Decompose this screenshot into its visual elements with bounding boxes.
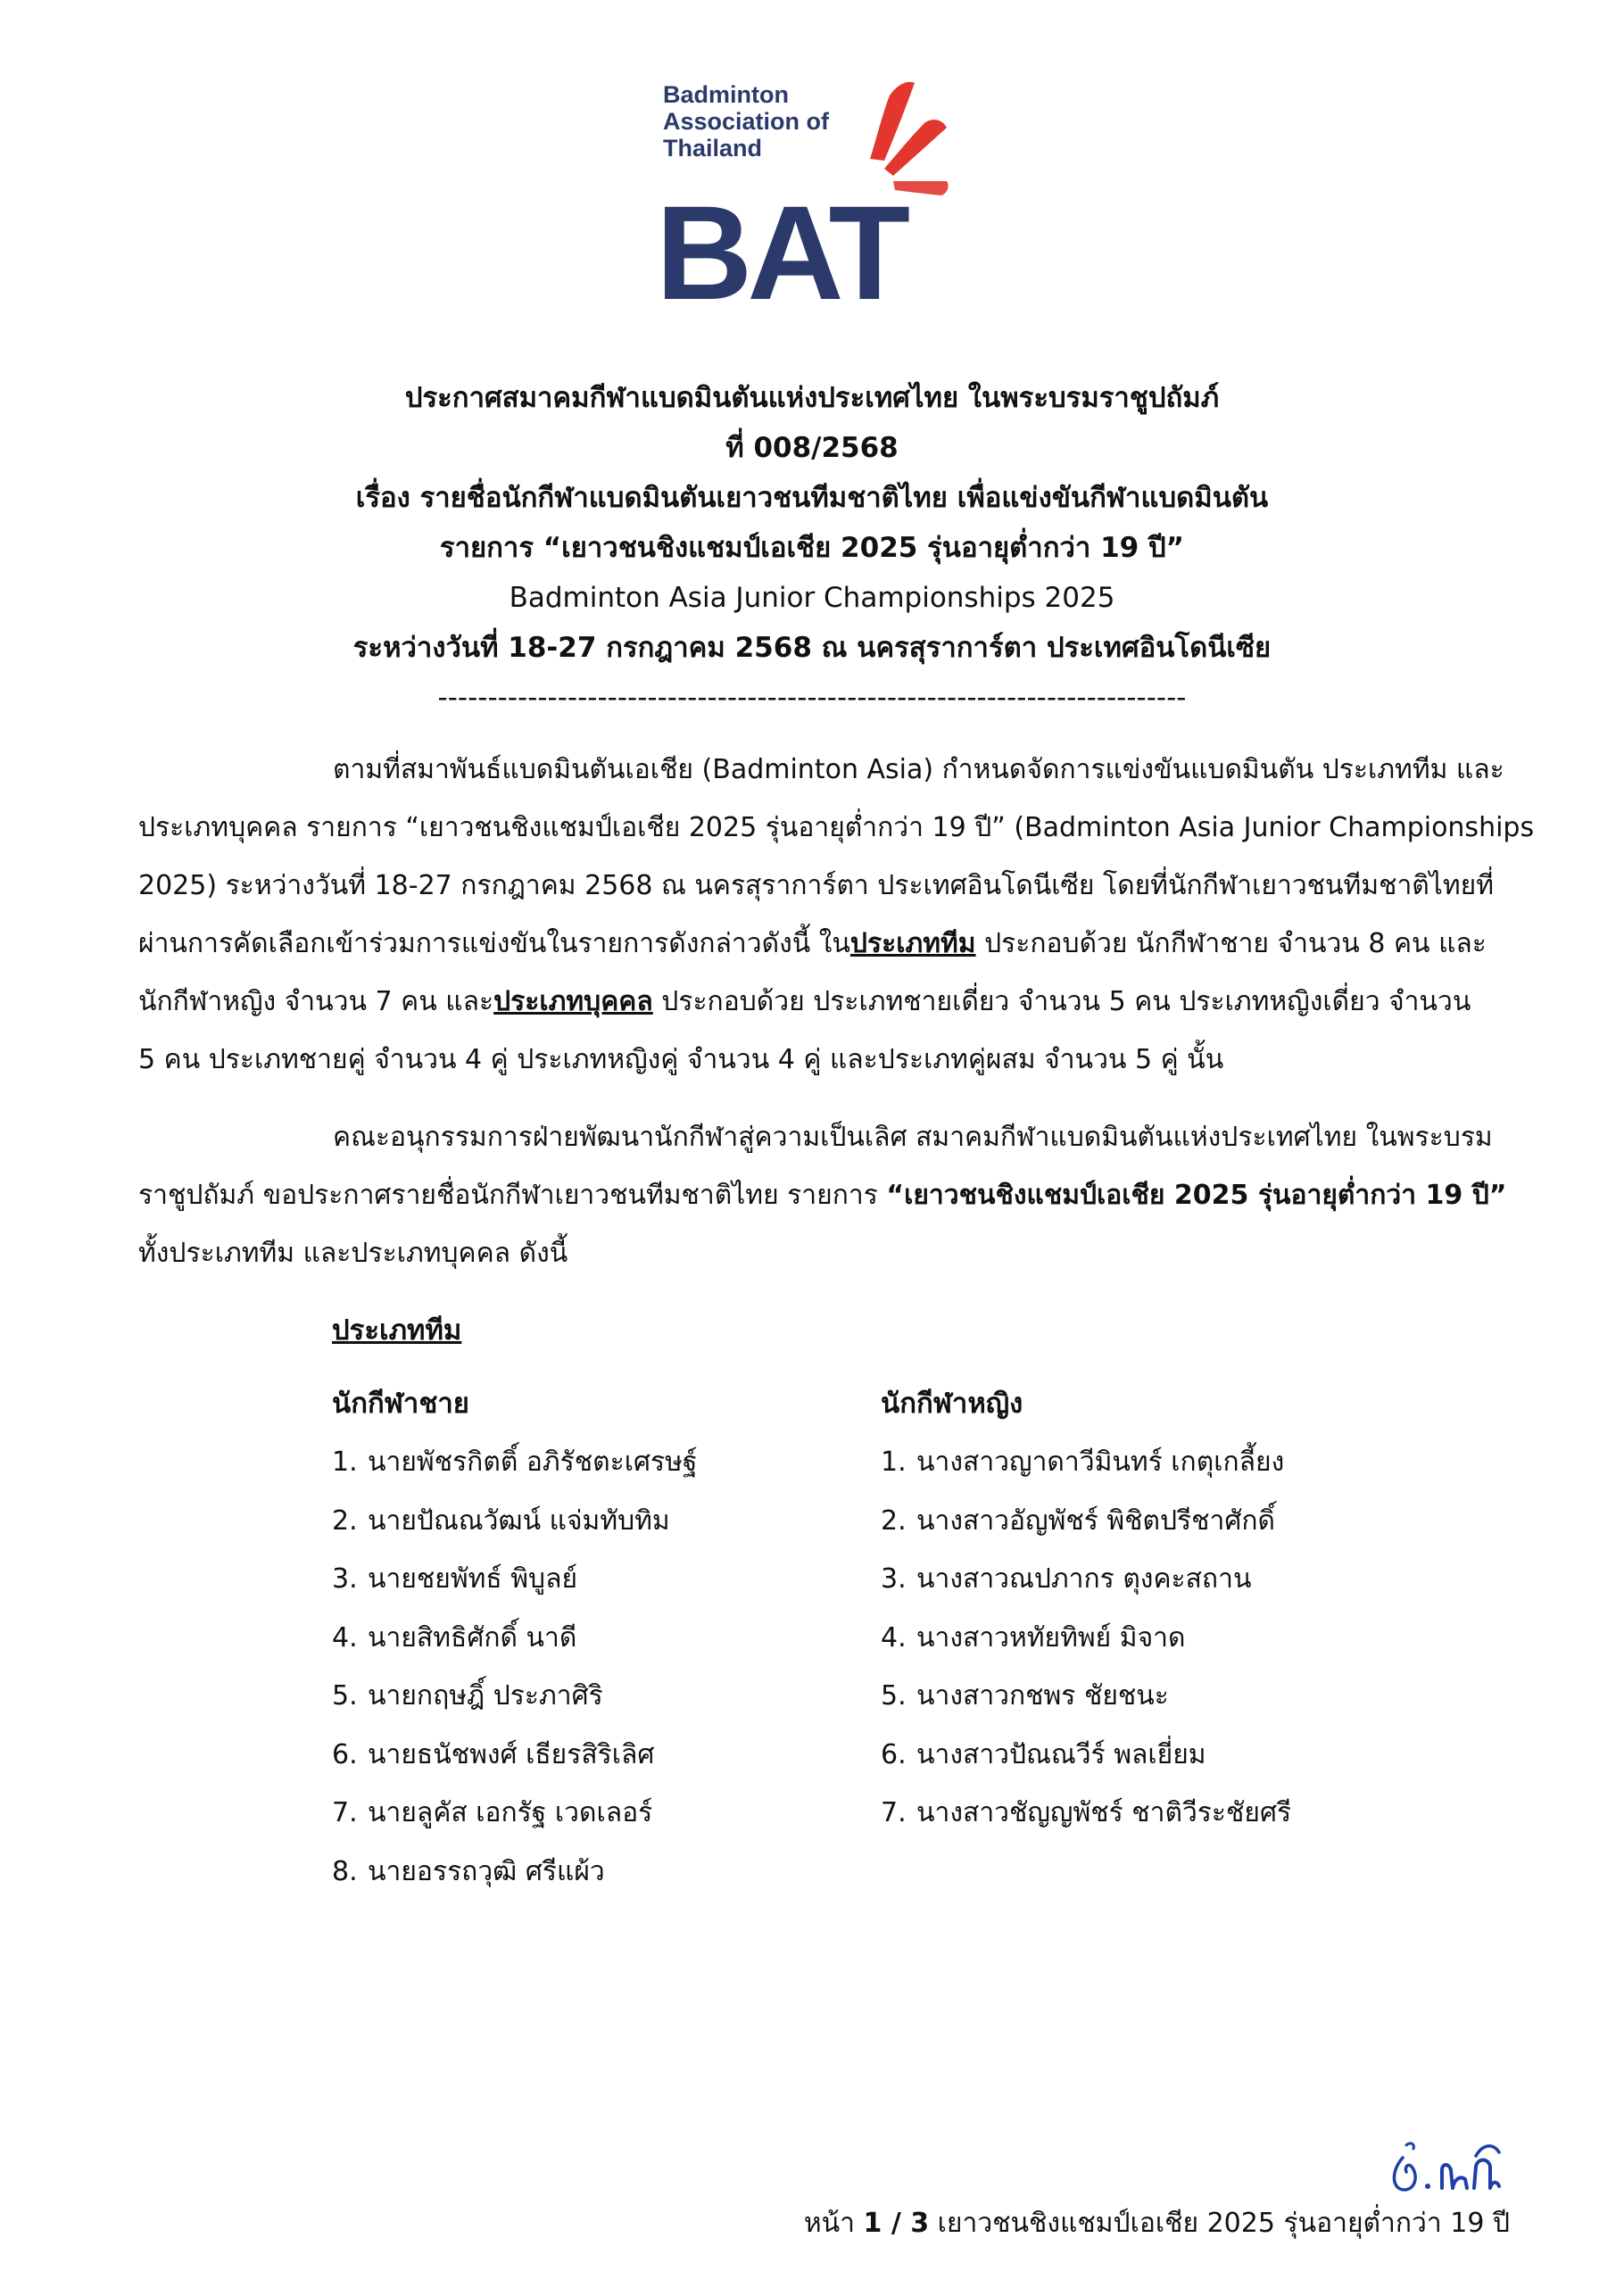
bat-logo <box>656 76 977 317</box>
bat-logo-graphic <box>656 76 977 317</box>
women-player-list <box>881 1374 1291 1843</box>
paragraph-1-line: ตามที่สมาพันธ์แบดมินตันเอเชีย (Badminton Asia) กำหนดจัดการแข่งขันแบดมินตัน ประเภททีม และ <box>333 754 1504 785</box>
team-section-title: ประเภททีม <box>332 1314 462 1347</box>
women-heading: นักกีฬาหญิง <box>881 1388 1023 1420</box>
list-item <box>332 1667 697 1726</box>
logo-acronym: BAT <box>656 178 906 317</box>
header-number: ที่ 008/2568 <box>725 432 899 464</box>
paragraph-1 <box>138 741 1535 1089</box>
header-title: ประกาศสมาคมกีฬาแบดมินตันแห่งประเทศไทย ในพระบรมราชูปถัมภ์ <box>404 382 1220 414</box>
player-name: นายสิทธิศักดิ์ นาดี <box>368 1621 577 1654</box>
list-number: 5. <box>332 1680 358 1712</box>
list-number: 1. <box>881 1446 907 1478</box>
player-name: นางสาวหทัยทิพย์ มิจาด <box>916 1621 1186 1654</box>
footer-prefix: หน้า <box>803 2208 864 2239</box>
signature-graphic <box>1383 2133 1517 2204</box>
paragraph-1-text: ประกอบด้วย นักกีฬาชาย จำนวน 8 คน และ <box>975 928 1487 959</box>
header-divider: --------------------------------------------------------------------------- <box>437 682 1187 714</box>
player-name: นางสาวณปภากร ตุงคะสถาน <box>916 1563 1252 1595</box>
paragraph-2 <box>138 1108 1517 1282</box>
list-item <box>332 1726 697 1785</box>
header-dates: ระหว่างวันที่ 18-27 กรกฎาคม 2568 ณ นครสุราการ์ตา ประเทศอินโดนีเซีย <box>352 632 1272 664</box>
list-item <box>881 1550 1291 1609</box>
paragraph-2-text: ราชูปถัมภ์ ขอประกาศรายชื่อนักกีฬาเยาวชนทีมชาติไทย รายการ <box>138 1180 887 1211</box>
paragraph-2-line: ทั้งประเภททีม และประเภทบุคคล ดังนี้ <box>138 1238 568 1269</box>
page-number: 1 / 3 <box>863 2208 930 2239</box>
list-number: 6. <box>881 1738 907 1770</box>
men-player-list <box>332 1374 697 1901</box>
header-event-english: Badminton Asia Junior Championships 2025 <box>509 582 1115 614</box>
list-number: 5. <box>881 1680 907 1712</box>
list-number: 8. <box>332 1855 358 1887</box>
list-item <box>881 1609 1291 1668</box>
logo-org-line-3: Thailand <box>663 135 763 162</box>
paragraph-1-line: ประเภทบุคคล รายการ “เยาวชนชิงแชมป์เอเชีย 2025 รุ่นอายุต่ำกว่า 19 ปี” (Badminton Asia Junior Championships <box>138 812 1535 843</box>
list-item <box>881 1726 1291 1785</box>
page-footer <box>804 2202 1510 2244</box>
paragraph-1-line <box>138 915 1517 973</box>
player-name: นายปัณณวัฒน์ แจ่มทับทิม <box>368 1504 670 1537</box>
paragraph-2-line: คณะอนุกรรมการฝ่ายพัฒนานักกีฬาสู่ความเป็นเลิศ สมาคมกีฬาแบดมินตันแห่งประเทศไทย ในพระบรม <box>333 1122 1493 1153</box>
header-subject: เรื่อง รายชื่อนักกีฬาแบดมินตันเยาวชนทีมชาติไทย เพื่อแข่งขันกีฬาแบดมินตัน <box>355 482 1269 514</box>
player-name: นางสาวปัณณวีร์ พลเยี่ยม <box>916 1738 1206 1770</box>
list-number: 6. <box>332 1738 358 1770</box>
paragraph-1-text: นักกีฬาหญิง จำนวน 7 คน และ <box>138 986 494 1017</box>
list-item <box>332 1843 697 1902</box>
player-name: นางสาวชัญญพัชร์ ชาติวีระชัยศรี <box>916 1797 1292 1828</box>
player-name: นางสาวญาดาวีมินทร์ เกตุเกลี้ยง <box>916 1446 1285 1478</box>
logo-org-line-1: Badminton <box>663 81 789 108</box>
player-name: นางสาวอัญพัชร์ พิชิตปรีชาศักดิ์ <box>916 1504 1276 1537</box>
player-name: นายพัชรกิตติ์ อภิรัชตะเศรษฐ์ <box>368 1446 698 1478</box>
list-number: 7. <box>332 1797 358 1828</box>
logo-org-line-2: Association of <box>663 108 830 135</box>
player-name: นายลูคัส เอกรัฐ เวดเลอร์ <box>368 1797 653 1828</box>
signature <box>1383 2133 1517 2204</box>
paragraph-1-text: ผ่านการคัดเลือกเข้าร่วมการแข่งขันในรายการดังกล่าวดังนี้ ใน <box>138 928 850 959</box>
list-item <box>332 1550 697 1609</box>
list-item <box>332 1784 697 1843</box>
list-number: 2. <box>881 1504 907 1537</box>
individual-category-emphasis: ประเภทบุคคล <box>493 986 653 1017</box>
paragraph-1-line <box>138 973 1517 1031</box>
player-name: นายอรรถวุฒิ ศรีแผ้ว <box>368 1855 605 1887</box>
paragraph-1-text: ประกอบด้วย ประเภทชายเดี่ยว จำนวน 5 คน ประเภทหญิงเดี่ยว จำนวน <box>652 986 1471 1017</box>
paragraph-2-line <box>138 1166 1517 1224</box>
list-item <box>332 1492 697 1551</box>
player-name: นายกฤษฎิ์ ประภาศิริ <box>368 1680 603 1712</box>
list-item <box>881 1433 1291 1492</box>
paragraph-1-line: 2025) ระหว่างวันที่ 18-27 กรกฎาคม 2568 ณ นครสุราการ์ตา ประเทศอินโดนีเซีย โดยที่นักกีฬาเยาวชนทีมชาติไทยที่ <box>138 870 1494 901</box>
player-name: นายชยพัทธ์ พิบูลย์ <box>368 1563 578 1595</box>
list-number: 7. <box>881 1797 907 1828</box>
event-name-emphasis: “เยาวชนชิงแชมป์เอเชีย 2025 รุ่นอายุต่ำกว่า 19 ปี” <box>886 1180 1507 1211</box>
list-number: 1. <box>332 1446 358 1478</box>
list-number: 4. <box>881 1621 907 1654</box>
list-item <box>881 1784 1291 1843</box>
list-number: 2. <box>332 1504 358 1537</box>
list-item <box>881 1492 1291 1551</box>
list-number: 4. <box>332 1621 358 1654</box>
player-name: นางสาวกชพร ชัยชนะ <box>916 1680 1169 1712</box>
paragraph-1-line: 5 คน ประเภทชายคู่ จำนวน 4 คู่ ประเภทหญิงคู่ จำนวน 4 คู่ และประเภทคู่ผสม จำนวน 5 คู่ นั้น <box>138 1044 1224 1075</box>
men-heading: นักกีฬาชาย <box>332 1388 469 1420</box>
list-number: 3. <box>881 1563 907 1595</box>
list-item <box>332 1609 697 1668</box>
list-item <box>881 1667 1291 1726</box>
list-item <box>332 1433 697 1492</box>
header-event-thai: รายการ “เยาวชนชิงแชมป์เอเชีย 2025 รุ่นอายุต่ำกว่า 19 ปี” <box>439 532 1185 564</box>
player-name: นายธนัชพงศ์ เธียรสิริเลิศ <box>368 1738 655 1770</box>
team-category-emphasis: ประเภททีม <box>849 928 976 959</box>
list-number: 3. <box>332 1563 358 1595</box>
announcement-header <box>268 373 1356 723</box>
footer-event: เยาวชนชิงแชมป์เอเชีย 2025 รุ่นอายุต่ำกว่า 19 ปี <box>929 2208 1510 2239</box>
